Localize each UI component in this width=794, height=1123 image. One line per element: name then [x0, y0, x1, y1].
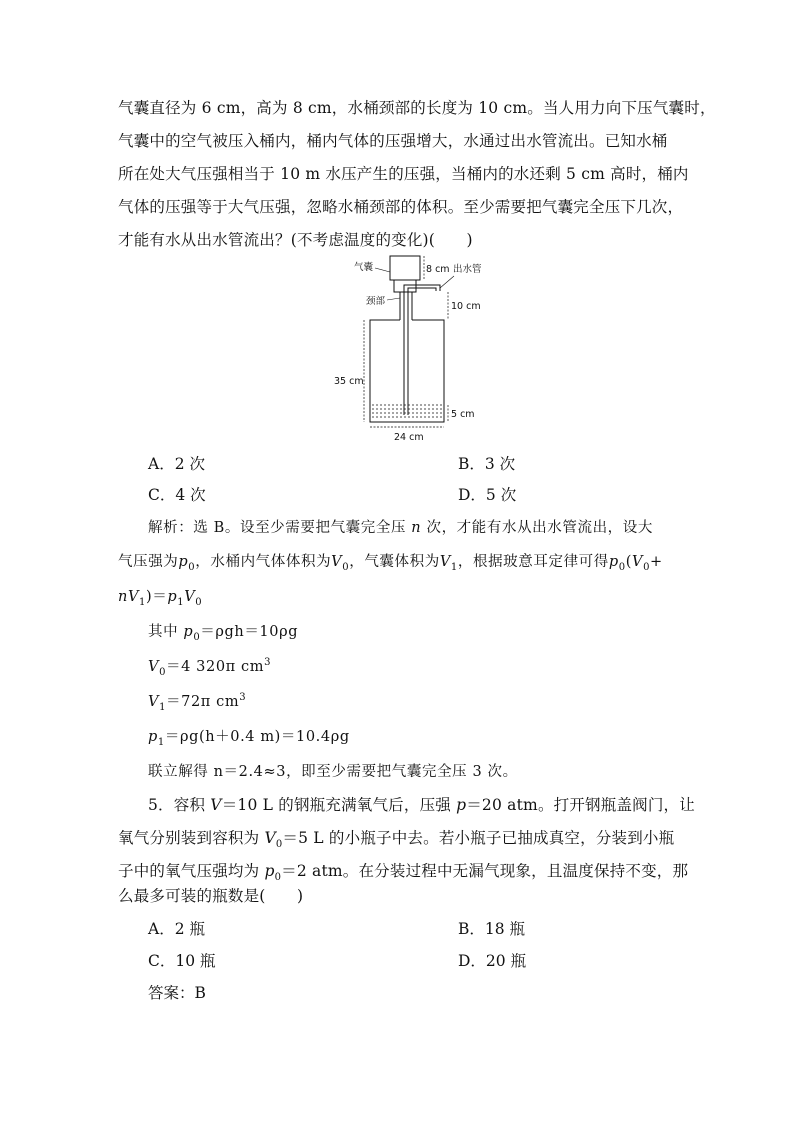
outlet-pipe-inner	[408, 288, 436, 292]
label-airbag: 气囊	[354, 262, 374, 273]
dim-bucket-width: 24 cm	[394, 432, 424, 443]
p5-option-c: C．10 瓶	[148, 952, 216, 970]
equation-p1: $p_1=\rho g(h+0.4$ m)＝10.4ρg	[148, 729, 350, 748]
option-b: B．3 次	[458, 455, 516, 473]
neck-connector	[394, 280, 416, 292]
bucket-outline	[370, 320, 444, 422]
label-outlet: 出水管	[453, 264, 482, 275]
water-bucket-figure	[320, 250, 490, 445]
p5-answer: 答案：B	[148, 984, 206, 1002]
label-neck: 颈部	[366, 296, 386, 307]
problem5-line-1: 5．容积 V＝10 L 的钢瓶充满氧气后，压强 p＝20 atm。打开钢瓶盖阀门，让	[148, 796, 695, 814]
problem4-line-4: 气体的压强等于大气压强，忽略水桶颈部的体积。至少需要把气囊完全压下几次，	[118, 198, 684, 216]
dim-airbag-height: 8 cm	[426, 264, 450, 275]
water-level	[372, 405, 442, 417]
problem4-line-1: 气囊直径为 6 cm，高为 8 cm，水桶颈部的长度为 10 cm。当人用力向下压气囊时，	[118, 99, 716, 117]
option-a: A．2 次	[148, 455, 205, 473]
equation-v1: $V_1=72\pi$ $cm^3$	[148, 692, 247, 713]
problem4-line-5: 才能有水从出水管流出？(不考虑温度的变化)( )	[118, 231, 473, 249]
solution-line-3: $nV_1)=p_1V_0$	[118, 589, 203, 608]
solution-conclusion: 联立解得 n＝2.4≈3，即至少需要把气囊完全压 3 次。	[148, 764, 518, 780]
equation-p0: 其中 $p_0=\rho gh=10\rho g$	[148, 624, 299, 643]
problem4-line-2: 气囊中的空气被压入桶内，桶内气体的压强增大，水通过出水管流出。已知水桶	[118, 132, 668, 150]
dim-water-height: 5 cm	[451, 409, 475, 420]
p5-option-b: B．18 瓶	[458, 920, 526, 938]
equation-v0: $V_0=4$ 320π $cm^3$	[148, 657, 272, 678]
dim-neck-length: 10 cm	[451, 301, 481, 312]
problem5-line-2: 氧气分别装到容积为 $V_0=5$ L 的小瓶子中去。若小瓶子已抽成真空，分装到小瓶	[118, 829, 675, 851]
problem5-line-4: 么最多可装的瓶数是( )	[118, 887, 304, 905]
problem4-line-3: 所在处大气压强相当于 10 m 水压产生的压强，当桶内的水还剩 5 cm 高时，桶内	[118, 165, 689, 183]
solution-line-1: 解析：选 B。设至少需要把气囊完全压 n 次，才能有水从出水管流出，设大	[148, 520, 653, 536]
option-c: C．4 次	[148, 486, 206, 504]
solution-line-2: 气压强为$p_0$，水桶内气体体积为$V_0$，气囊体积为$V_1$，根据玻意耳定律可得$p_0(V_0+$	[118, 554, 663, 573]
option-d: D．5 次	[458, 486, 517, 504]
p5-option-d: D．20 瓶	[458, 952, 527, 970]
p5-option-a: A．2 瓶	[148, 920, 205, 938]
dim-bucket-height: 35 cm	[334, 376, 364, 387]
airbag-shape	[390, 256, 420, 280]
problem5-line-3: 子中的氧气压强均为 $p_0=2$ atm。在分装过程中无漏气现象，且温度保持不变，那	[118, 862, 689, 884]
